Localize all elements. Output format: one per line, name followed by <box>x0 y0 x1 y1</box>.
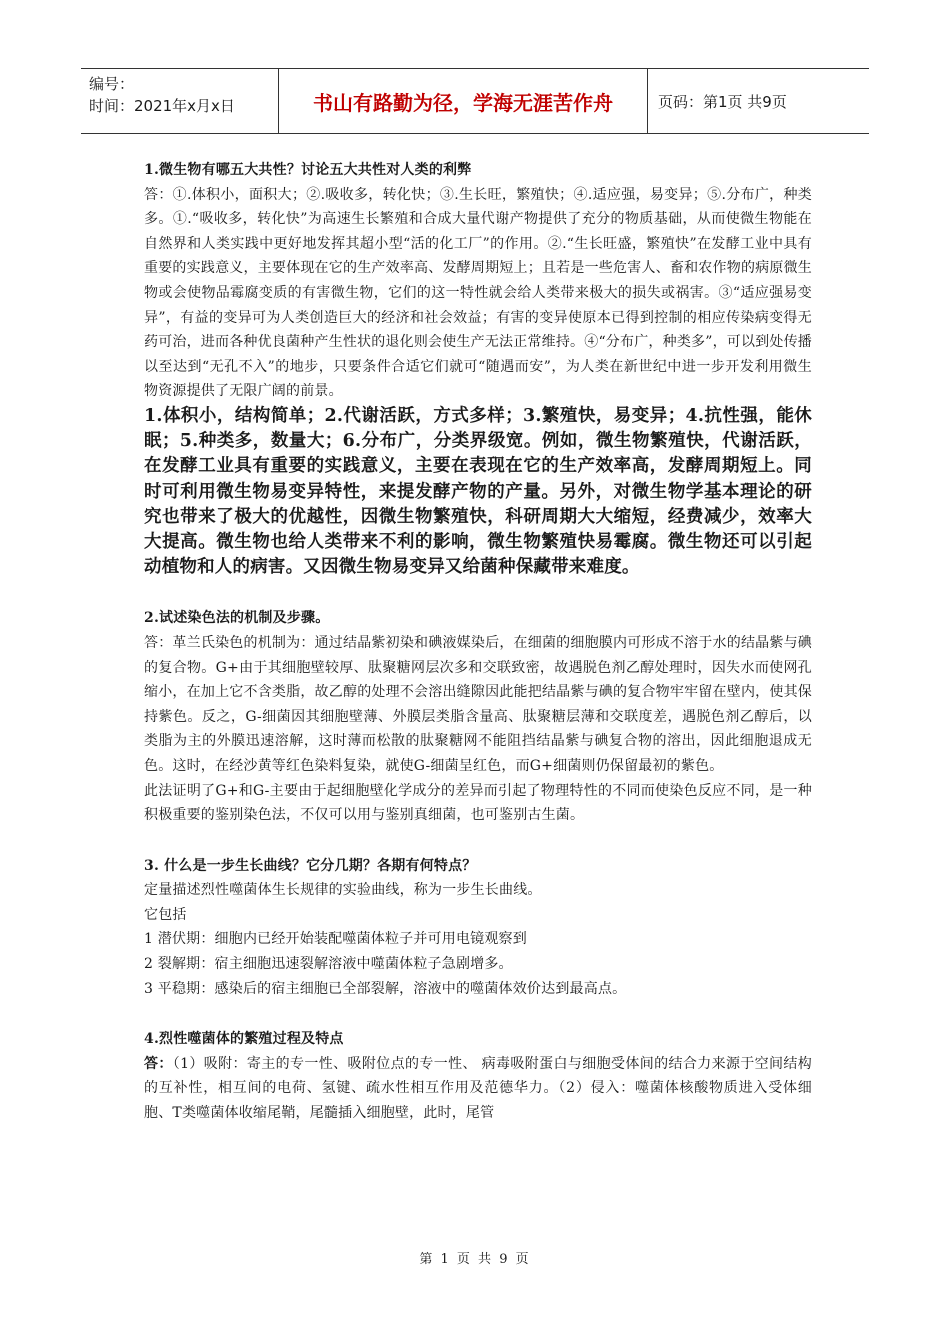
answer-4-text: （1）吸附：寄主的专一性、吸附位点的专一性、 病毒吸附蛋白与细胞受体间的结合力来源于空间结构的互补性，相互间的电荷、氢键、疏水性相互作用及范德华力。（2）侵入：噬菌体核酸物质进入受体细胞、T类噬菌体收缩尾鞘，尾髓插入细胞壁，此时，尾管 <box>144 1055 812 1122</box>
answer-4 <box>144 1052 812 1126</box>
question-1: 1.微生物有哪五大共性？讨论五大共性对人类的利弊 <box>144 162 472 178</box>
page-footer: 第 1 页 共 9 页 <box>419 1252 531 1267</box>
header-page-info: 页码：第1页 共9页 <box>658 92 787 111</box>
answer-2: 答：革兰氏染色的机制为：通过结晶紫初染和碘液媒染后，在细菌的细胞膜内可形成不溶于水的结晶紫与碘的复合物。G+由于其细胞壁较厚、肽聚糖网层次多和交联致密，故遇脱色剂乙醇处理时，因失水而使网孔缩小，在加上它不含类脂，故乙醇的处理不会溶出缝隙因此能把结晶紫与碘的复合物牢牢留在壁内，使其保持紫色。反之，G-细菌因其细胞壁薄、外膜层类脂含量高、肽聚糖层薄和交联度差，遇脱色剂乙醇后，以类脂为主的外膜迅速溶解，这时薄而松散的肽聚糖网不能阻挡结晶紫与碘复合物的溶出，因此细胞退成无色。这时，在经沙黄等红色染料复染，就使G-细菌呈红色，而G+细菌则仍保留最初的紫色。 <box>144 634 812 774</box>
answer-4-label: 答： <box>144 1055 173 1072</box>
document-body <box>144 158 812 1126</box>
answer-3-line: 定量描述烈性噬菌体生长规律的实验曲线，称为一步生长曲线。 <box>144 882 542 899</box>
answer-1: 答：①.体积小，面积大；②.吸收多，转化快；③.生长旺，繁殖快；④.适应强，易变异；⑤.分布广，种类多。①.“吸收多，转化快”为高速生长繁殖和合成大量代谢产物提供了充分的物质基础，从而使微生物能在自然界和人类实践中更好地发挥其超小型“活的化工厂”的作用。②.“生长旺盛，繁殖快”在发酵工业中具有重要的实践意义，主要体现在它的生产效率高、发酵周期短上；且若是一些危害人、畜和农作物的病原微生物或会使物品霉腐变质的有害微生物，它们的这一特性就会给人类带来极大的损失或祸害。③“适应强易变异”，有益的变异可为人类创造巨大的经济和社会效益；有害的变异使原本已得到控制的相应传染病变得无药可治，进而各种优良菌种产生性状的退化则会使生产无法正常维持。④“分布广，种类多”，可以到处传播以至达到“无孔不入”的地步，只要条件合适它们就可“随遇而安”，为人类在新世纪中进一步开发利用微生物资源提供了无限广阔的前景。 <box>144 186 812 400</box>
header-time: 时间：2021年x月x日 <box>89 97 235 115</box>
answer-3-line: 3 平稳期：感染后的宿主细胞已全部裂解，溶液中的噬菌体效价达到最高点。 <box>144 980 627 997</box>
question-4: 4.烈性噬菌体的繁殖过程及特点 <box>144 1031 344 1048</box>
answer-2-cont: 此法证明了G+和G-主要由于起细胞壁化学成分的差异而引起了物理特性的不同而使染色反应不同，是一种积极重要的鉴别染色法，不仅可以用与鉴别真细菌，也可鉴别古生菌。 <box>144 782 812 824</box>
page-header <box>81 68 869 134</box>
question-2: 2.试述染色法的机制及步骤。 <box>144 610 330 627</box>
header-meta <box>81 69 279 133</box>
header-number: 编号： <box>89 75 135 93</box>
answer-3-line: 它包括 <box>144 906 187 923</box>
answer-3-line: 1 潜伏期：细胞内已经开始装配噬菌体粒子并可用电镜观察到 <box>144 931 527 948</box>
answer-3-line: 2 裂解期：宿主细胞迅速裂解溶液中噬菌体粒子急剧增多。 <box>144 956 513 973</box>
answer-1-bold: 1.体积小，结构简单；2.代谢活跃，方式多样；3.繁殖快，易变异；4.抗性强，能休眠；5.种类多，数量大；6.分布广，分类界级宽。例如，微生物繁殖快，代谢活跃，在发酵工业具有重要的实践意义，主要在表现在它的生产效率高，发酵周期短上。同时可利用微生物易变异特性，来提发酵产物的产量。另外，对微生物学基本理论的研究也带来了极大的优越性，因微生物繁殖快，科研周期大大缩短，经费减少，效率大大提高。微生物也给人类带来不利的影响，微生物繁殖快易霉腐。微生物还可以引起动植物和人的病害。又因微生物易变异又给菌种保藏带来难度。 <box>144 405 812 578</box>
question-3: 3. 什么是一步生长曲线？它分几期？各期有何特点？ <box>144 857 477 874</box>
header-motto: 书山有路勤为径，学海无涯苦作舟 <box>279 69 648 133</box>
